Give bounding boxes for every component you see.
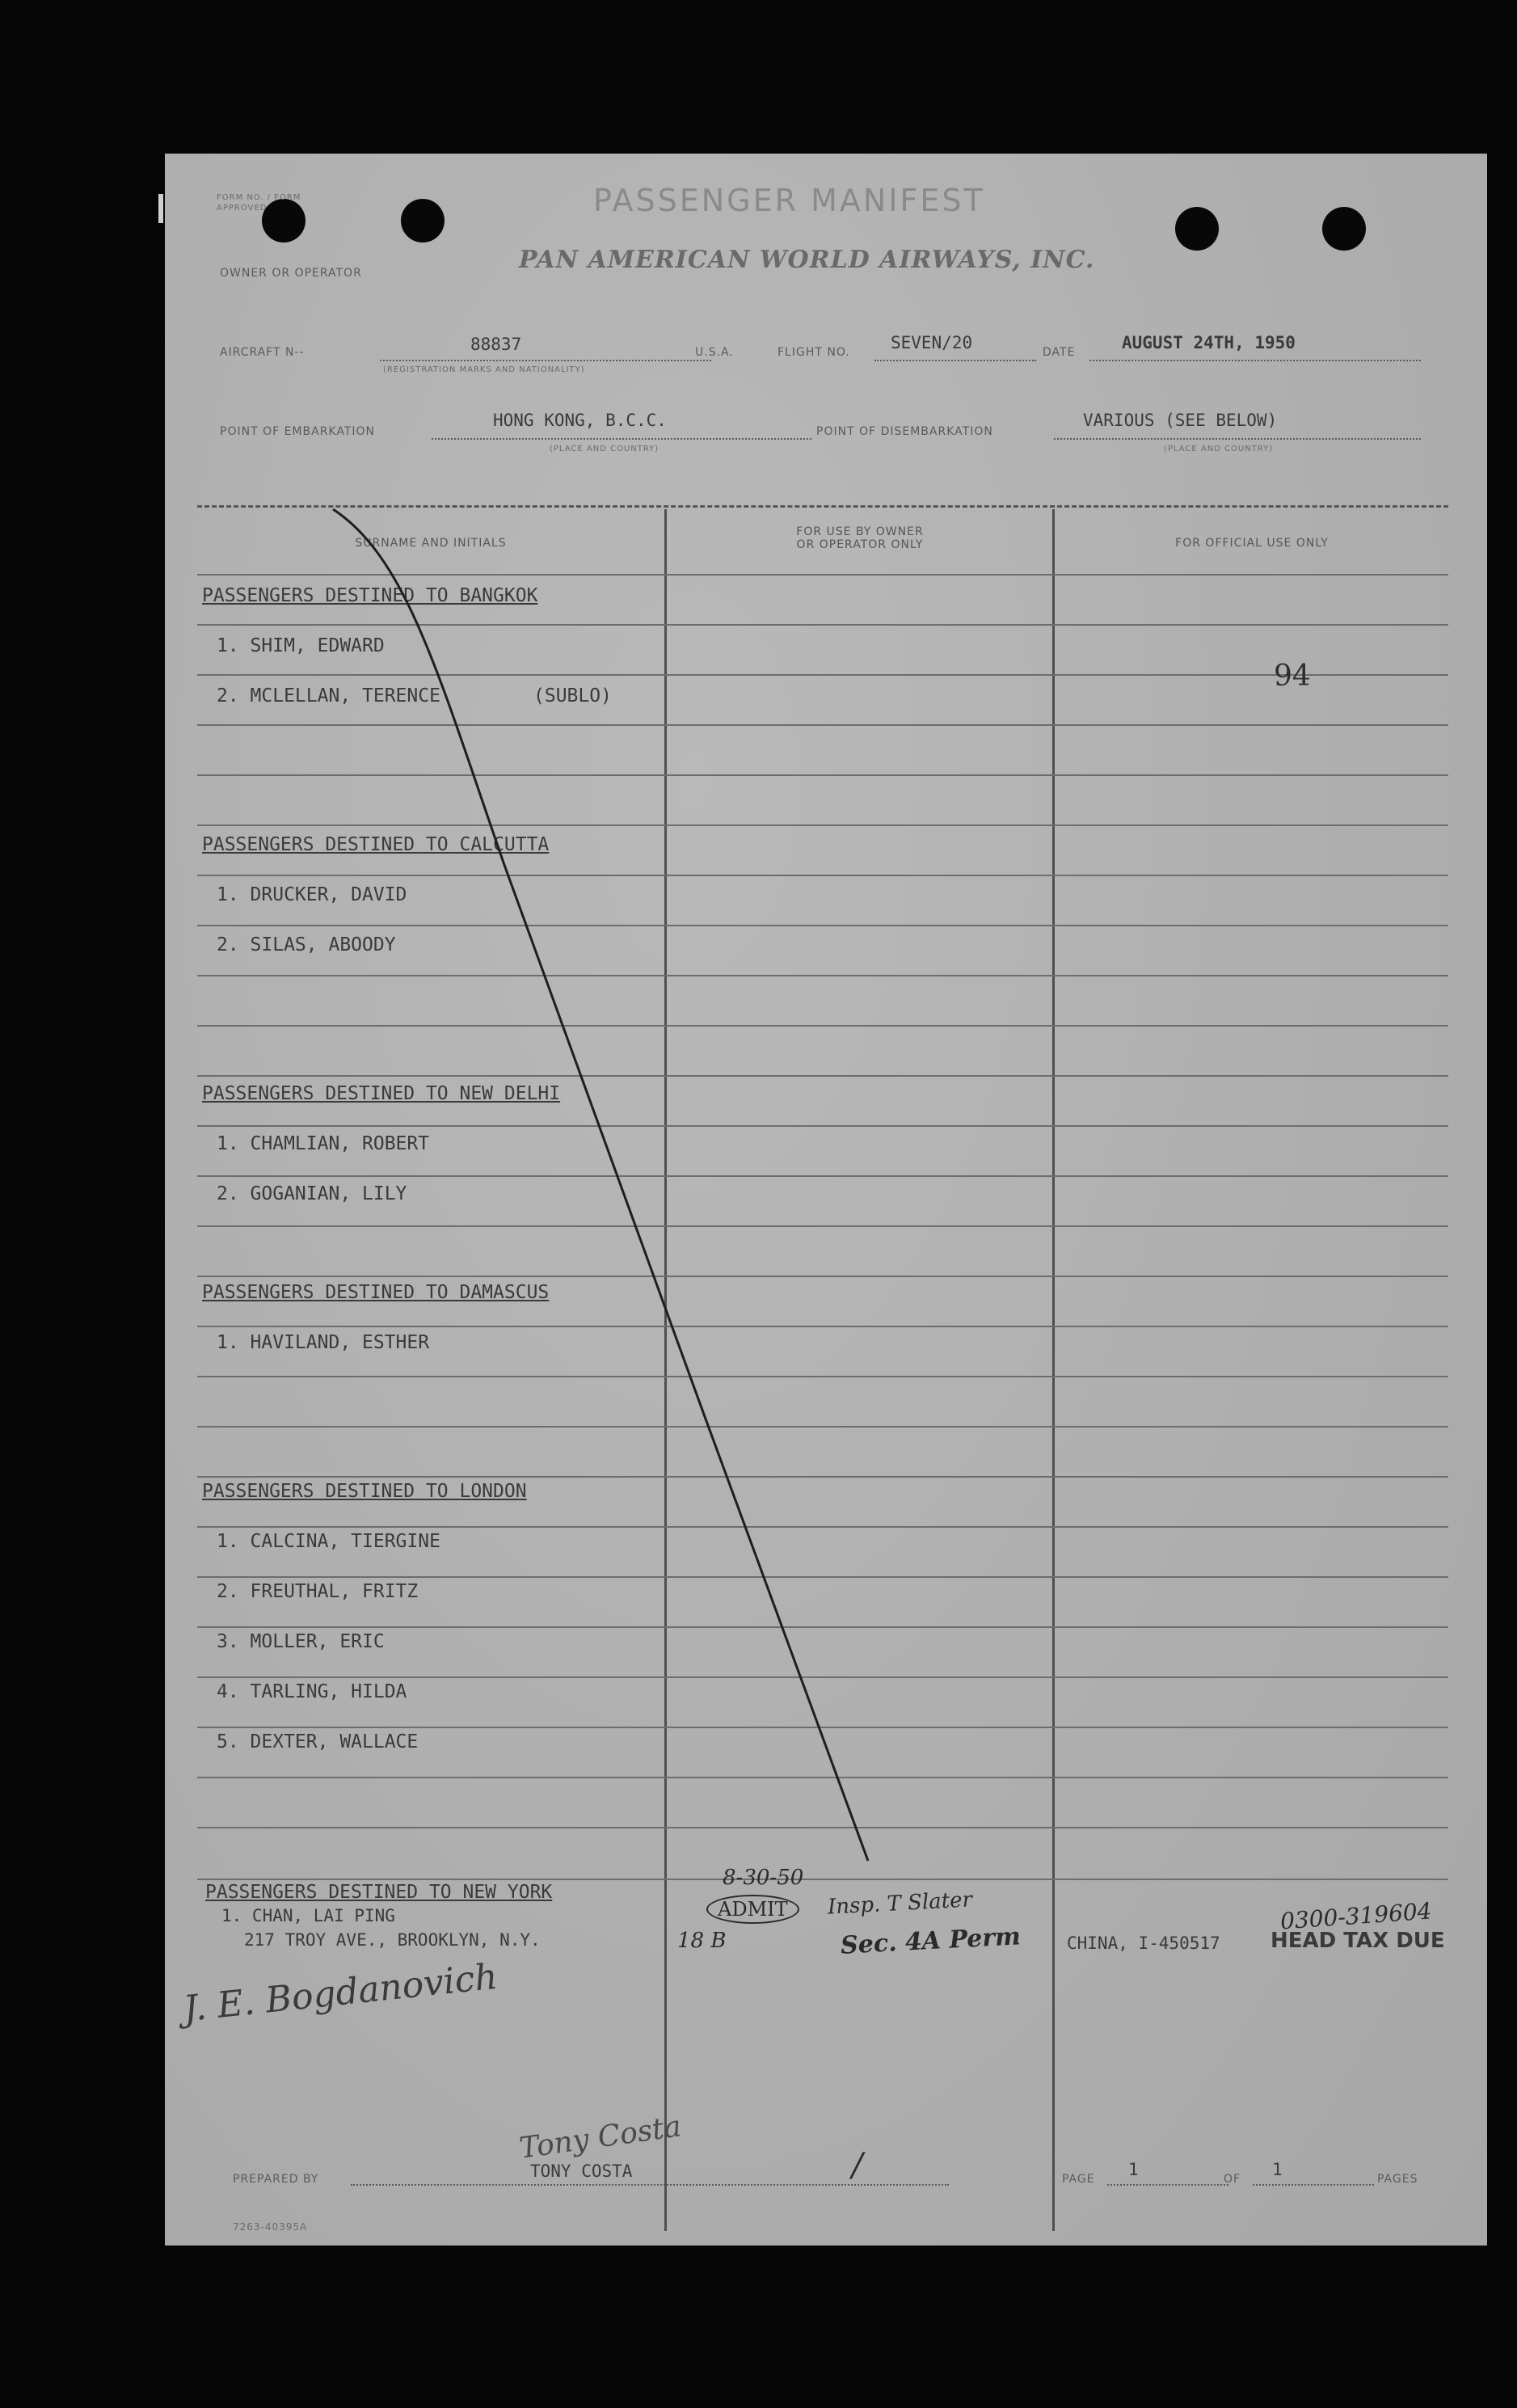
group-heading-damascus: PASSENGERS DESTINED TO DAMASCUS [202, 1282, 550, 1303]
passenger-row: 3. MOLLER, ERIC [217, 1631, 385, 1652]
page-title: PASSENGER MANIFEST [593, 183, 985, 218]
column-header-official: FOR OFFICIAL USE ONLY [1175, 537, 1329, 550]
form-code: 7263-40395A [233, 2221, 308, 2233]
group-heading-london: PASSENGERS DESTINED TO LONDON [202, 1481, 527, 1502]
strike-through-line [165, 154, 1487, 2246]
embarkation-label: POINT OF EMBARKATION [220, 425, 376, 438]
passenger-row: 2. MCLELLAN, TERENCE [217, 685, 440, 706]
date-label: DATE [1043, 346, 1076, 359]
column-header-owner-2: OR OPERATOR ONLY [796, 538, 924, 551]
ny-head-tax: HEAD TAX DUE [1270, 1929, 1445, 1953]
group-heading-new-delhi: PASSENGERS DESTINED TO NEW DELHI [202, 1083, 561, 1104]
ny-handwritten-number: 0300-319604 [1279, 1897, 1433, 1935]
manifest-sheet [165, 154, 1487, 2246]
page-label: PAGE [1062, 2173, 1095, 2186]
column-header-surname: SURNAME AND INITIALS [355, 537, 507, 550]
disembarkation-sub: (PLACE AND COUNTRY) [1164, 445, 1274, 453]
owner-value: PAN AMERICAN WORLD AIRWAYS, INC. [519, 246, 1095, 274]
embarkation-sub: (PLACE AND COUNTRY) [550, 445, 659, 453]
group-heading-calcutta: PASSENGERS DESTINED TO CALCUTTA [202, 834, 550, 855]
aircraft-sub: (REGISTRATION MARKS AND NATIONALITY) [383, 365, 585, 374]
official-stamp-number: 94 [1274, 660, 1311, 693]
passenger-row: 1. SHIM, EDWARD [217, 635, 385, 656]
scan-edge-mark [158, 194, 163, 223]
passenger-row: 2. FREUTHAL, FRITZ [217, 1581, 419, 1602]
passenger-row: 1. HAVILAND, ESTHER [217, 1332, 430, 1353]
passenger-note: (SUBLO) [533, 685, 612, 706]
disembarkation-value: VARIOUS (SEE BELOW) [1083, 411, 1278, 430]
of-label: OF [1224, 2173, 1241, 2186]
usa-label: U.S.A. [695, 346, 734, 359]
admit-date: 8-30-50 [723, 1866, 804, 1890]
passenger-address: 217 TROY AVE., BROOKLYN, N.Y. [244, 1930, 541, 1950]
passenger-row: 1. CHAMLIAN, ROBERT [217, 1133, 430, 1154]
passenger-row: 1. DRUCKER, DAVID [217, 884, 407, 905]
date-value: AUGUST 24TH, 1950 [1122, 333, 1296, 352]
disembarkation-label: POINT OF DISEMBARKATION [816, 425, 993, 438]
passenger-row: 2. SILAS, ABOODY [217, 934, 396, 955]
admit-code: 18 B [677, 1929, 727, 1953]
group-heading-new-york: PASSENGERS DESTINED TO NEW YORK [205, 1882, 553, 1903]
group-heading-bangkok: PASSENGERS DESTINED TO BANGKOK [202, 585, 538, 606]
passenger-row: 2. GOGANIAN, LILY [217, 1183, 407, 1204]
pages-label: PAGES [1377, 2173, 1418, 2186]
owner-label: OWNER OR OPERATOR [220, 267, 362, 280]
of-value: 1 [1272, 2160, 1283, 2179]
prepared-by-label: PREPARED BY [233, 2173, 319, 2186]
passenger-row: 4. TARLING, HILDA [217, 1681, 407, 1702]
signature-left: J. E. Bogdanovich [181, 1955, 500, 2031]
flight-value: SEVEN/20 [891, 333, 973, 352]
passenger-row: 5. DEXTER, WALLACE [217, 1731, 419, 1752]
passenger-row: 1. CHAN, LAI PING [221, 1906, 395, 1925]
passenger-row: 1. CALCINA, TIERGINE [217, 1531, 440, 1552]
inspector-note: Insp. T Slater [827, 1887, 973, 1920]
admit-stamp: ADMIT [706, 1895, 799, 1924]
handwritten-mark: / [852, 2147, 863, 2184]
aircraft-value: 88837 [470, 335, 522, 354]
form-corner-print: FORM NO. / FORM APPROVED [217, 193, 301, 213]
aircraft-label: AIRCRAFT N-- [220, 346, 305, 359]
prepared-by-value: TONY COSTA [530, 2161, 633, 2181]
page-value: 1 [1128, 2160, 1139, 2179]
signature-prepared: Tony Costa [517, 2110, 684, 2166]
embarkation-value: HONG KONG, B.C.C. [493, 411, 667, 430]
flight-label: FLIGHT NO. [777, 346, 850, 359]
section-note: Sec. 4A Perm [840, 1922, 1022, 1960]
ny-official-id: CHINA, I-450517 [1067, 1934, 1220, 1953]
column-header-owner-1: FOR USE BY OWNER [796, 525, 924, 538]
